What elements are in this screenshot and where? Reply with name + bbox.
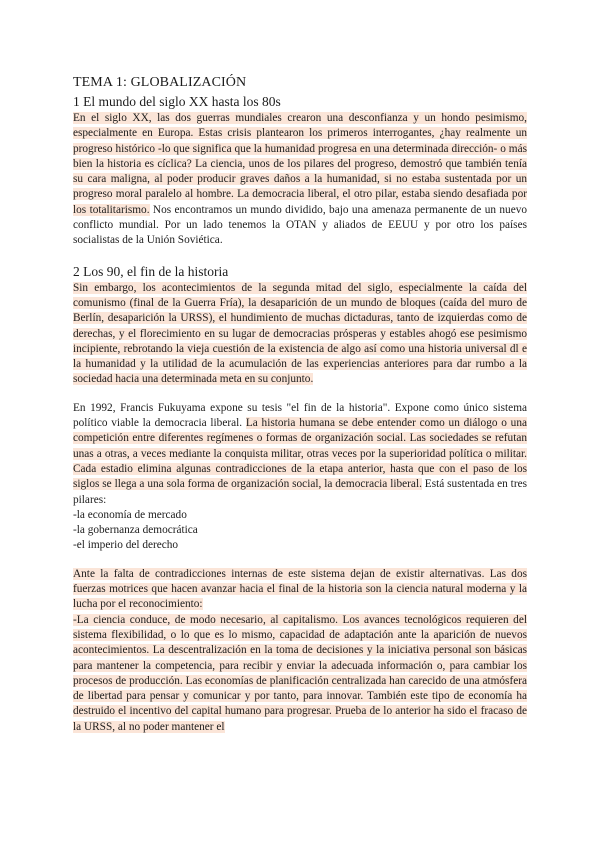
highlighted-text: En el siglo XX, las dos guerras mundiales crearon una desconfianza y un hondo pesimismo, especialmente en Europa. Estas crisis plantearon los primeros interrogantes, ¿hay realmente un progreso histórico -lo que significa que la humanidad progresa en una determinada dirección- o más bien la historia es cíclica? La ciencia, unos de los pilares del progreso, demostró que también tenía su cara maligna, al poder producir graves daños a la humanidad, si no estaba sustentada por un progreso moral paralelo al hombre. La democracia liberal, el otro pilar, estaba siendo desafiada por los totalitarismo. — [73, 112, 527, 216]
plain-text: Nos encontramos un mundo dividido, bajo una amenaza permanente de un nuevo conflicto mundial. Por un lado tenemos la OTAN y aliados de EEUU y por otro los países socialistas de la Unión Soviética. — [73, 203, 528, 247]
plain-text: En 1992, Francis Fukuyama expone su tesis "el fin de la historia". Expone como único sistema político viable la democracia liberal. — [73, 401, 527, 430]
pillar-item: -la economía de mercado — [73, 508, 187, 521]
section-2-paragraph-2 — [73, 401, 527, 508]
section-2-paragraph-1 — [73, 281, 527, 388]
document-title: TEMA 1: GLOBALIZACIÓN — [73, 75, 247, 90]
pillar-item: -la gobernanza democrática — [73, 524, 198, 537]
plain-text: Está sustentada en tres pilares: — [73, 478, 527, 506]
highlighted-text: Sin embargo, los acontecimientos de la segunda mitad del siglo, especialmente la caída del comunismo (final de la Guerra Fría), la desaparición de un mundo de bloques (caída del muro de Berlín, desaparición la URSS), el hundimiento de muchas dictaduras, tanto de izquierdas como de derechas, y el florecimiento en su lugar de democracias prósperas y estables ahogó ese pesimismo incipiente, rebrotando la vieja cuestión de la existencia de algo así como una historia universal dl e la humanidad y la utilidad de la acumulación de las experiencias anteriores para dar rumbo a la sociedad hacia una determinada meta en su conjunto. — [73, 281, 527, 386]
section-heading-1: 1 El mundo del siglo XX hasta los 80s — [73, 94, 281, 109]
highlighted-text: La historia humana se debe entender como un diálogo o una competición entre diferentes regímenes o formas de organización social. Las sociedades se refutan unas a otras, a veces mediante la conquista militar, otras veces por la superioridad política o militar. Cada estadio elimina algunas contradicciones de la etapa anterior, hasta que con el paso de los siglos se llega a una sola forma de organización social, la democracia liberal. — [73, 417, 527, 491]
document-body — [73, 74, 527, 735]
highlighted-text: Ante la falta de contradicciones internas de este sistema dejan de existir alternativas. Las dos fuerzas motrices que hacen avanzar hacia el final de la historia son la ciencia natural moderna y la lucha por el reconocimiento: — [73, 567, 527, 611]
section-2-paragraph-3 — [73, 567, 527, 613]
highlighted-text: -La ciencia conduce, de modo necesario, al capitalismo. Los avances tecnológicos requieren del sistema flexibilidad, o lo que es lo mismo, capacidad de adaptación ante la aparición de nuevos acontecimientos. La descentralización en la toma de decisiones y la iniciativa personal son básicas para mantener la competencia, para recibir y enviar la adecuada información o, para cambiar los procesos de producción. Las economías de planificación centralizada han carecido de una atmósfera de libertad para pensar y comunicar y por tanto, para innovar. También este tipo de economía ha destruido el incentivo del capital humano para progresar. Prueba de lo anterior ha sido el fracaso de la URSS, al no poder mantener el — [73, 613, 527, 733]
section-2-paragraph-4 — [73, 613, 527, 735]
section-1-paragraph-1 — [73, 111, 527, 249]
pillar-item: -el imperio del derecho — [73, 539, 179, 552]
section-heading-2: 2 Los 90, el fin de la historia — [73, 263, 229, 279]
